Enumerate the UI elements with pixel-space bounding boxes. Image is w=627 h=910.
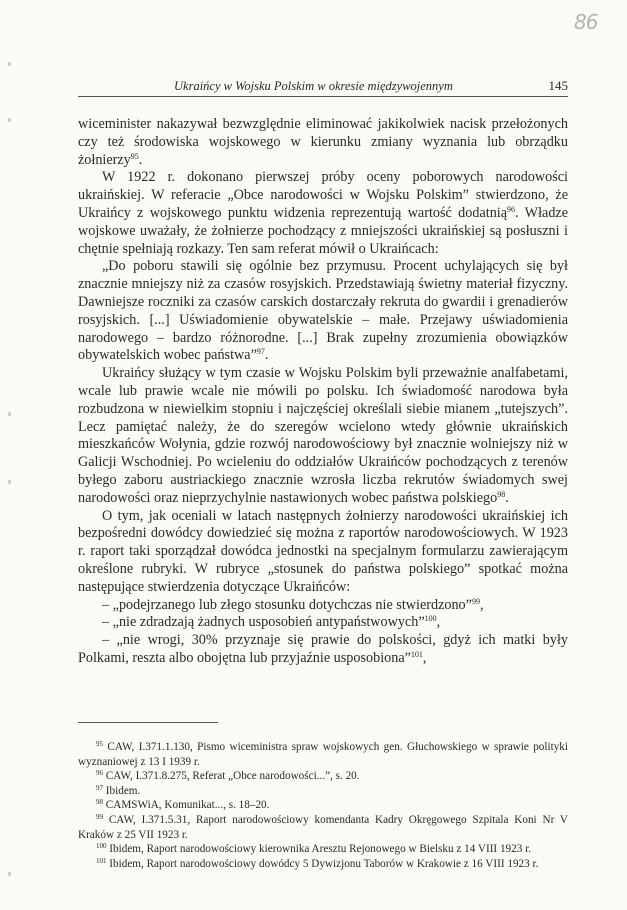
footnote-ref: 98 bbox=[497, 489, 506, 499]
page-header bbox=[78, 76, 568, 96]
dash-list-item: – „nie zdradzają żadnych usposobień antypaństwowych”$^{100}$, bbox=[102, 614, 441, 631]
scan-edge-mark bbox=[8, 412, 11, 416]
footnote: $^{100}$ Ibidem, Raport narodowościowy kierownika Aresztu Rejonowego w Bielsku z 14 VIII 1923 r. bbox=[96, 842, 532, 856]
footnote-ref: 97 bbox=[256, 347, 265, 357]
paragraph: W 1922 r. dokonano pierwszej próby oceny poborowych narodowości ukraińskiej. W referacie „Obce narodowości w Wojsku Polskim” stwierdzono, że Ukraińcy z wojskowego punktu widzenia reprezentują wartość dodatnią$^{96}$. Władze wojskowe uważały, że żołnierze pochodzący z mniejszości ukraińskiej są posłuszni i chętnie spełniają rozkazy. Ten sam referat mówił o Ukraińcach: bbox=[78, 169, 569, 257]
footnote-ref: 99 bbox=[471, 596, 480, 606]
body-text bbox=[78, 116, 568, 668]
footnote: $^{97}$ Ibidem. bbox=[96, 783, 141, 797]
pencil-page-note: 86 bbox=[574, 10, 598, 34]
paragraph: wiceminister nakazywał bezwzględnie eliminować jakikolwiek nacisk przełożonych czy też środowiska wojskowego w kierunku zmiany wyznania lub obrządku żołnierzy$^{95}$. bbox=[78, 116, 568, 168]
footnote-ref: 95 bbox=[130, 151, 139, 161]
footnote: $^{99}$ CAW, I.371.5.31, Raport narodowościowy komendanta Kadry Okręgowego Szpitala Koni Nr V Kraków z 25 VII 1923 r. bbox=[78, 812, 569, 841]
footnote-ref: 101 bbox=[410, 649, 423, 659]
footnote: $^{95}$ CAW, I.371.1.130, Pismo wiceministra spraw wojskowych gen. Głuchowskiego w sprawie polityki wyznaniowej z 13 I 1939 r. bbox=[78, 740, 568, 768]
footnote-rule bbox=[78, 722, 218, 723]
paragraph: Ukraińcy służący w tym czasie w Wojsku Polskim byli przeważnie analfabetami, wcale lub prawie wcale nie mówili po polsku. Ich świadomość narodowa była rozbudzona w niewielkim stopniu i najczęściej określali siebie mianem „tutejszych”. Lecz pamiętać należy, że do szeregów wcielono wtedy głównie ukraińskich mieszkańców Wołynia, gdzie rozwój narodowościowy był znacznie wolniejszy niż w Galicji Wschodniej. Po wcieleniu do oddziałów Ukraińców pochodzących z terenów byłego zaboru austriackiego znacznie wzrosła liczba rekrutów świadomych swej narodowości oraz nieprzychylnie nastawionych wobec państwa polskiego$^{98}$. bbox=[78, 365, 568, 506]
paragraph: O tym, jak oceniali w latach następnych żołnierzy narodowości ukraińskiej ich bezpośredni dowódcy dowiedzieć się można z raportów narodowościowych. W 1923 r. raport taki sporządzał dowódca jednostki na specjalnym formularzu zawierającym określone rubryki. W rubryce „stosunek do państwa polskiego” spotkać można następujące stwierdzenia dotyczące Ukraińców: bbox=[78, 507, 568, 595]
dash-list-item: – „podejrzanego lub złego stosunku dotychczas nie stwierdzono”$^{99}$, bbox=[102, 596, 484, 613]
footnote: $^{96}$ CAW, I.371.8.275, Referat „Obce narodowości...”, s. 20. bbox=[96, 769, 360, 783]
scan-edge-mark bbox=[8, 872, 11, 876]
scan-edge-mark bbox=[8, 62, 11, 66]
scan-edge-mark bbox=[8, 118, 11, 122]
page-number: 145 bbox=[548, 78, 568, 93]
footnote: $^{101}$ Ibidem, Raport narodowościowy dowódcy 5 Dywizjonu Taborów w Krakowie z 16 VIII 1923 r. bbox=[96, 856, 539, 870]
footnote-ref: 96 bbox=[507, 204, 516, 214]
dash-list-item: – „nie wrogi, 30% przyznaje się prawie do polskości, gdyż ich matki były Polkami, reszta albo obojętna lub przyjaźnie usposobiona”$^{101}$, bbox=[78, 632, 568, 666]
scan-edge-mark bbox=[8, 480, 11, 484]
header-rule bbox=[78, 96, 568, 97]
footnotes bbox=[78, 740, 568, 871]
footnote-ref: 100 bbox=[424, 614, 437, 624]
footnote: $^{98}$ CAMSWiA, Komunikat..., s. 18–20. bbox=[96, 798, 270, 812]
block-quote: „Do poboru stawili się ogólnie bez przymusu. Procent uchylających się był znacznie mniejszy niż za czasów rosyjskich. Przedstawiają świetny materiał fizyczny. Dawniejsze roczniki za czasów carskich dostarczały rekruta do gwardii i grenadierów rosyjskich. [...] Uświadomienie obywatelskie – małe. Przejawy uświadomienia narodowego – bardzo różnorodne. [...] Brak zupełny zrozumienia obowiązków obywatelskich wobec państwa”$^{97}$. bbox=[78, 258, 568, 364]
running-title: Ukraińcy w Wojsku Polskim w okresie międzywojennym bbox=[174, 79, 453, 93]
